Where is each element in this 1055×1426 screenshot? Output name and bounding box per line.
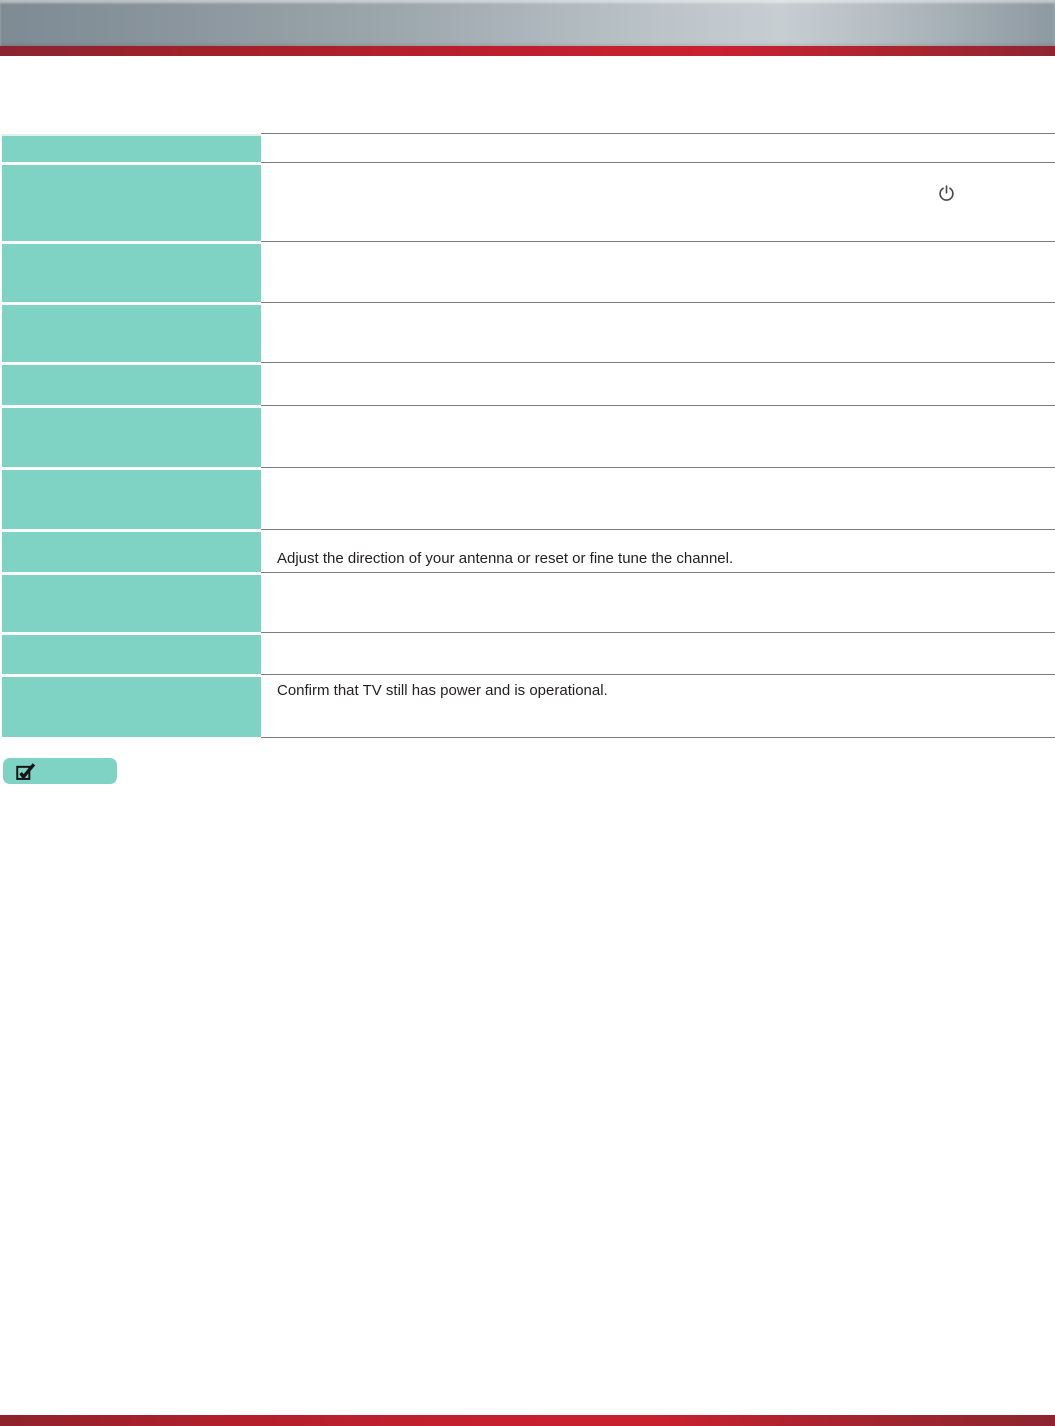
table-row [0, 530, 1055, 573]
row-label-cell [2, 635, 261, 674]
row-label-cell [2, 532, 261, 572]
row-label-cell [2, 470, 261, 529]
table-row [0, 134, 1055, 163]
row-solution-cell [261, 675, 1055, 738]
row-solution-cell [261, 573, 1055, 633]
row-label-cell [2, 165, 261, 241]
row-label-cell [2, 677, 261, 737]
row-label-cell [2, 575, 261, 632]
row-solution-cell [261, 406, 1055, 468]
row-solution-cell [261, 163, 1055, 242]
note-badge [3, 758, 117, 784]
table-row [0, 163, 1055, 242]
row-label-cell [2, 305, 261, 362]
row-solution-cell [261, 303, 1055, 363]
solution-text: Adjust the direction of your antenna or reset or fine tune the channel. [277, 550, 734, 567]
table-row [0, 468, 1055, 530]
table-row [0, 303, 1055, 363]
table-row [0, 406, 1055, 468]
row-solution-cell [261, 633, 1055, 675]
table-row [0, 242, 1055, 303]
header-metallic-bar [0, 0, 1055, 46]
table-rows [0, 134, 1055, 738]
table-row [0, 363, 1055, 406]
table-row [0, 633, 1055, 675]
row-label-cell [2, 408, 261, 467]
row-solution-cell [261, 530, 1055, 573]
row-label-cell [2, 365, 261, 405]
header-red-stripe [0, 46, 1055, 56]
row-solution-cell [261, 242, 1055, 303]
solution-text: Confirm that TV still has power and is operational. [277, 682, 608, 699]
row-label-cell [2, 136, 261, 162]
table-row [0, 675, 1055, 738]
footer-red-bar [0, 1415, 1055, 1426]
power-icon [937, 184, 956, 203]
table-row [0, 573, 1055, 633]
row-solution-cell [261, 134, 1055, 163]
row-solution-cell [261, 363, 1055, 406]
checkbox-check-icon [15, 761, 37, 781]
row-solution-cell [261, 468, 1055, 530]
row-label-cell [2, 244, 261, 302]
